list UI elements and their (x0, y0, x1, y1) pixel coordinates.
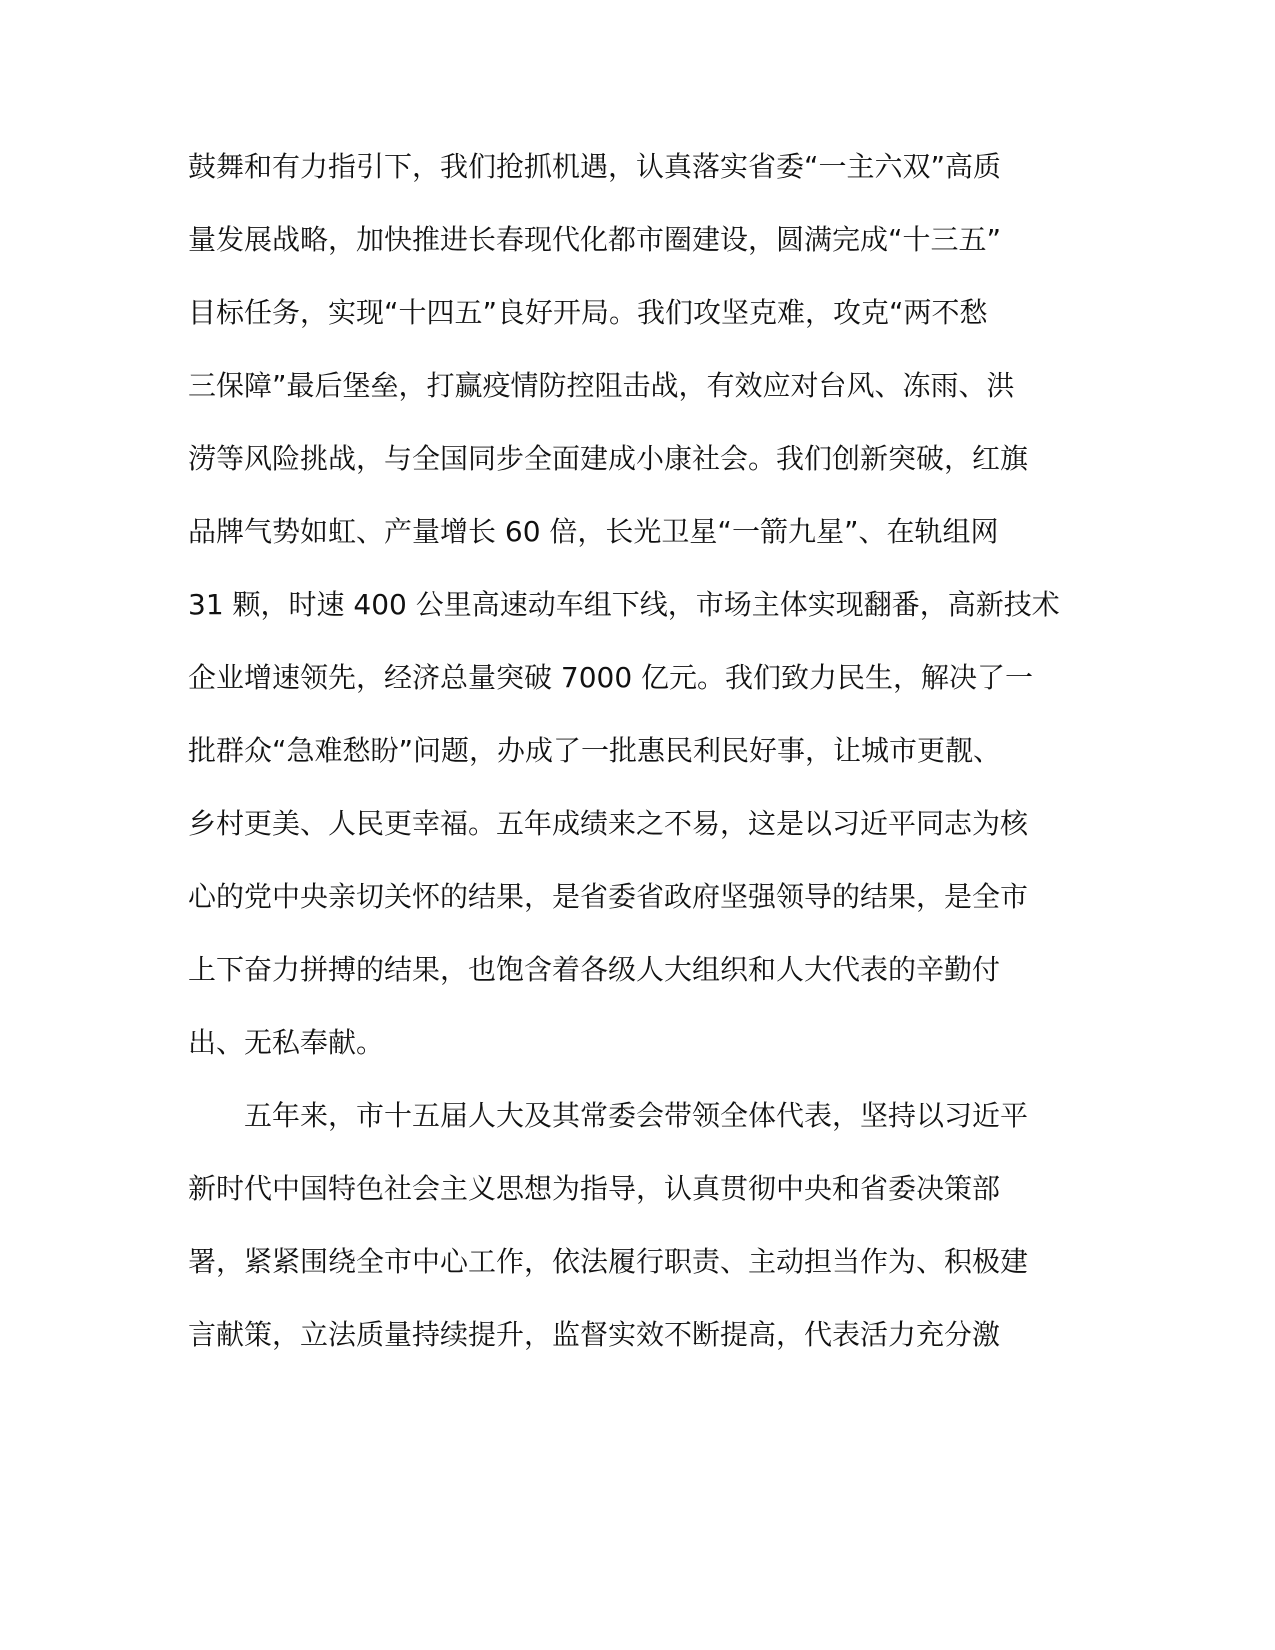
body-text-line: 署，紧紧围绕全市中心工作，依法履行职责、主动担当作为、积极建 (188, 1245, 1029, 1278)
body-text-line: 上下奋力拼搏的结果，也饱含着各级人大组织和人大代表的辛勤付 (188, 953, 1001, 986)
body-text-line: 乡村更美、人民更幸福。五年成绩来之不易，这是以习近平同志为核 (188, 807, 1029, 840)
body-text-line: 31 颗，时速 400 公里高速动车组下线，市场主体实现翻番，高新技术 (188, 588, 1060, 621)
body-text-line: 出、无私奉献。 (188, 1026, 385, 1059)
body-text-line: 批群众“急难愁盼”问题，办成了一批惠民利民好事，让城市更靓、 (188, 734, 1002, 767)
body-text-line: 三保障”最后堡垒，打赢疫情防控阻击战，有效应对台风、冻雨、洪 (188, 369, 1015, 402)
body-text-line: 鼓舞和有力指引下，我们抢抓机遇，认真落实省委“一主六双”高质 (188, 150, 1002, 183)
body-text-line: 言献策，立法质量持续提升，监督实效不断提高，代表活力充分激 (188, 1318, 1001, 1351)
body-text-line: 目标任务，实现“十四五”良好开局。我们攻坚克难，攻克“两不愁 (188, 296, 988, 329)
body-text-line: 企业增速领先，经济总量突破 7000 亿元。我们致力民生，解决了一 (188, 661, 1034, 694)
body-text-line: 新时代中国特色社会主义思想为指导，认真贯彻中央和省委决策部 (188, 1172, 1001, 1205)
body-text-line: 量发展战略，加快推进长春现代化都市圈建设，圆满完成“十三五” (188, 223, 1002, 256)
body-text-line: 心的党中央亲切关怀的结果，是省委省政府坚强领导的结果，是全市 (188, 880, 1029, 913)
body-text-line: 五年来，市十五届人大及其常委会带领全体代表，坚持以习近平 (188, 1099, 1029, 1132)
body-text-line: 品牌气势如虹、产量增长 60 倍，长光卫星“一箭九星”、在轨组网 (188, 515, 999, 548)
body-text-line: 涝等风险挑战，与全国同步全面建成小康社会。我们创新突破，红旗 (188, 442, 1029, 475)
